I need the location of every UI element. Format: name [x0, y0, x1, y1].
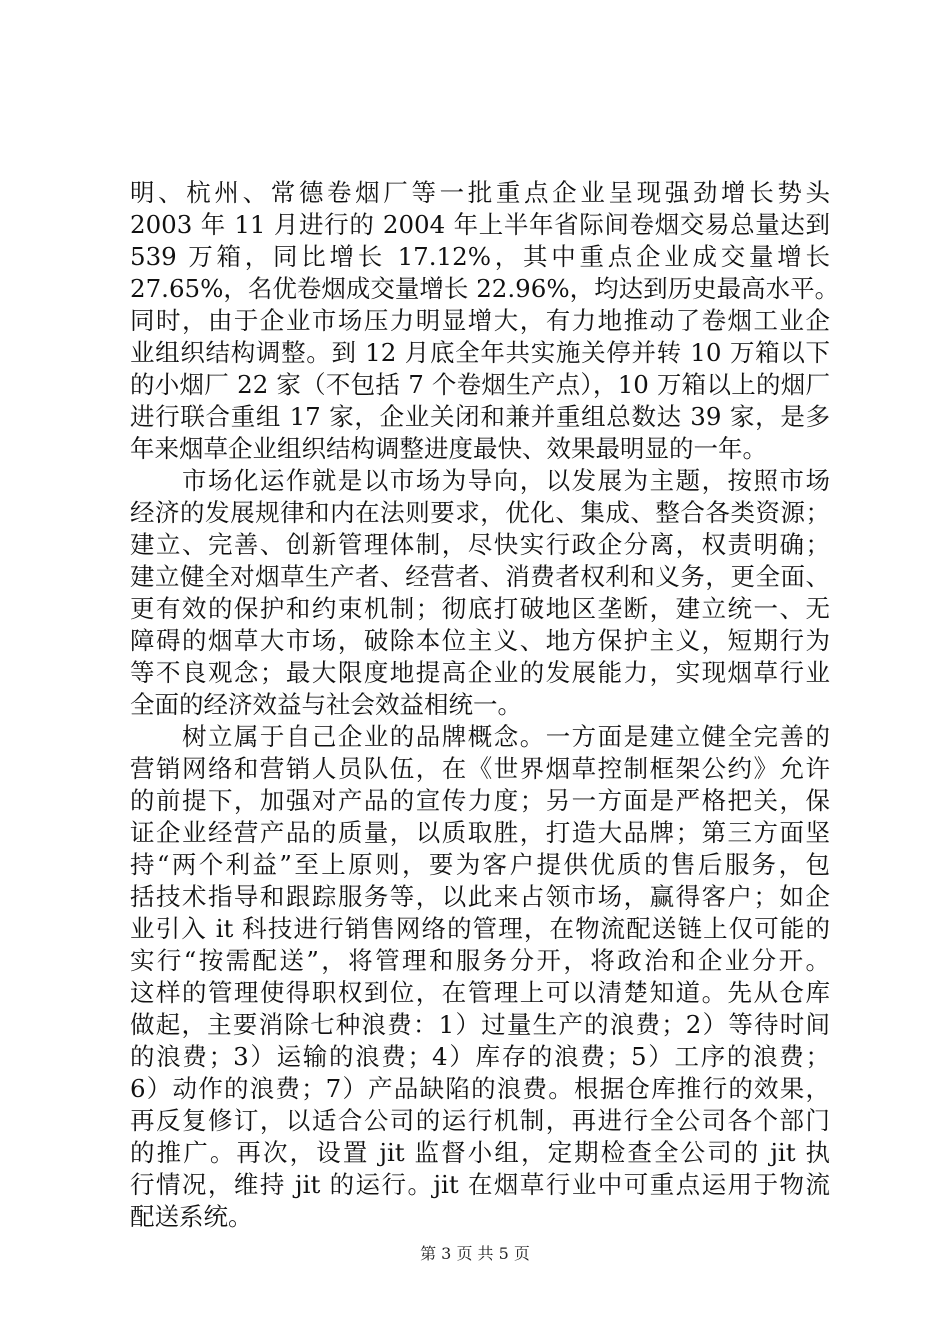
- text-line: 的小烟厂 22 家（不包括 7 个卷烟生产点），10 万箱以上的烟厂: [130, 370, 830, 399]
- text-line: 树立属于自己企业的品牌概念。一方面是建立健全完善的: [130, 722, 830, 751]
- text-line: 业组织结构调整。到 12 月底全年共实施关停并转 10 万箱以下: [130, 338, 830, 367]
- text-line: 539 万箱，同比增长 17.12%，其中重点企业成交量增长: [130, 242, 830, 271]
- text-line: 年来烟草企业组织结构调整进度最快、效果最明显的一年。: [130, 434, 767, 463]
- text-line: 括技术指导和跟踪服务等，以此来占领市场，赢得客户；如企: [130, 882, 830, 911]
- text-line: 6）动作的浪费；7）产品缺陷的浪费。根据仓库推行的效果，: [130, 1074, 830, 1103]
- text-line: 障碍的烟草大市场，破除本位主义、地方保护主义，短期行为: [130, 626, 830, 655]
- text-line: 行情况，维持 jit 的运行。jit 在烟草行业中可重点运用于物流: [130, 1170, 830, 1199]
- text-line: 再反复修订，以适合公司的运行机制，再进行全公司各个部门: [130, 1106, 830, 1135]
- page-footer: 第 3 页 共 5 页: [420, 1244, 530, 1263]
- text-line: 市场化运作就是以市场为导向，以发展为主题，按照市场: [130, 466, 830, 495]
- text-line: 的浪费；3）运输的浪费；4）库存的浪费；5）工序的浪费；: [130, 1042, 830, 1071]
- text-line: 同时，由于企业市场压力明显增大，有力地推动了卷烟工业企: [130, 306, 830, 335]
- text-line: 的前提下，加强对产品的宣传力度；另一方面是严格把关，保: [130, 786, 830, 815]
- text-line: 建立健全对烟草生产者、经营者、消费者权利和义务，更全面、: [130, 562, 830, 591]
- text-line: 业引入 it 科技进行销售网络的管理，在物流配送链上仅可能的: [130, 914, 830, 943]
- text-line: 27.65%，名优卷烟成交量增长 22.96%，均达到历史最高水平。: [130, 274, 840, 303]
- text-line: 实行“按需配送”，将管理和服务分开，将政治和企业分开。: [130, 946, 830, 975]
- text-line: 营销网络和营销人员队伍，在《世界烟草控制框架公约》允许: [130, 754, 830, 783]
- text-line: 进行联合重组 17 家，企业关闭和兼并重组总数达 39 家，是多: [130, 402, 830, 431]
- text-line: 做起，主要消除七种浪费：1）过量生产的浪费；2）等待时间: [130, 1010, 830, 1039]
- text-line: 建立、完善、创新管理体制，尽快实行政企分离，权责明确；: [130, 530, 830, 559]
- text-line: 更有效的保护和约束机制；彻底打破地区垄断，建立统一、无: [130, 594, 830, 623]
- text-line: 经济的发展规律和内在法则要求，优化、集成、整合各类资源；: [130, 498, 830, 527]
- text-line: 持“两个利益”至上原则，要为客户提供优质的售后服务，包: [130, 850, 830, 879]
- text-line: 配送系统。: [130, 1202, 253, 1231]
- text-line: 这样的管理使得职权到位，在管理上可以清楚知道。先从仓库: [130, 978, 830, 1007]
- text-line: 的推广。再次，设置 jit 监督小组，定期检查全公司的 jit 执: [130, 1138, 830, 1167]
- text-line: 明、杭州、常德卷烟厂等一批重点企业呈现强劲增长势头: [130, 178, 830, 207]
- text-line: 等不良观念；最大限度地提高企业的发展能力，实现烟草行业: [130, 658, 830, 687]
- text-line: 2003 年 11 月进行的 2004 年上半年省际间卷烟交易总量达到: [130, 210, 830, 239]
- text-line: 全面的经济效益与社会效益相统一。: [130, 690, 522, 719]
- text-line: 证企业经营产品的质量，以质取胜，打造大品牌；第三方面坚: [130, 818, 830, 847]
